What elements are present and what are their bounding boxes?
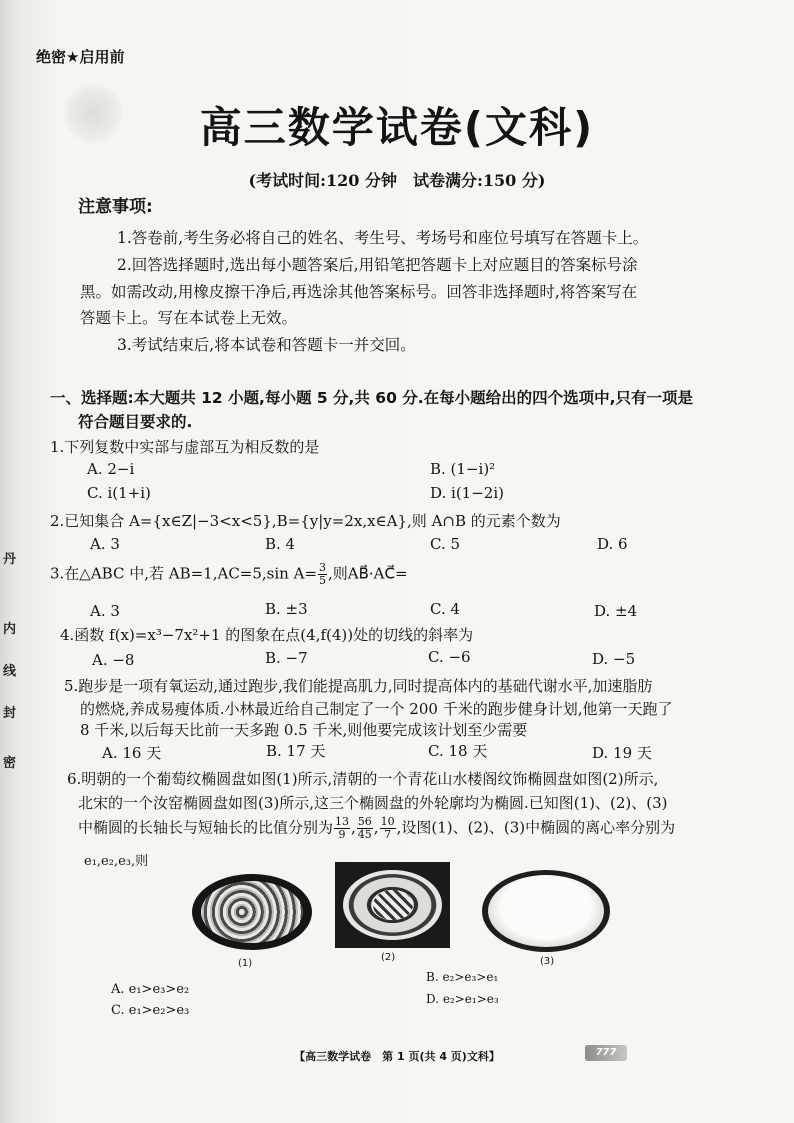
option-d: D. 19 天 — [592, 744, 652, 762]
option-c: C. i(1+i) — [87, 484, 151, 502]
fraction-numerator: 56 — [357, 815, 372, 828]
plate-figures — [190, 862, 620, 962]
binding-margin-mark: 丹 — [3, 552, 17, 567]
ru-kiln-plate-image — [482, 870, 610, 952]
page-footer: 【高三数学试卷 第 1 页(共 4 页)文科】 — [294, 1050, 500, 1063]
question-stem-text: ,设图(1)、(2)、(3)中椭圆的离心率分别为 — [396, 818, 676, 837]
fraction — [334, 816, 350, 841]
question-stem-cont: 北宋的一个汝窑椭圆盘如图(3)所示,这三个椭圆盘的外轮廓均为椭圆.已知图(1)、(2)、(3) — [78, 794, 668, 812]
section-heading: 一、选择题:本大题共 12 小题,每小题 5 分,共 60 分.在每小题给出的四个选项中,只有一项是 — [50, 389, 694, 407]
option-a: A. 3 — [90, 602, 120, 620]
option-d: D. ±4 — [594, 602, 638, 620]
section-heading-cont: 符合题目要求的. — [78, 413, 193, 431]
binding-margin-mark: 密 — [3, 756, 17, 771]
option-b: B. 4 — [265, 535, 296, 553]
option-c: C. e₁>e₂>e₃ — [111, 1003, 190, 1018]
plate-inner — [201, 881, 303, 943]
binding-margin-mark: 内 — [3, 622, 17, 637]
blue-white-landscape-plate-image — [335, 862, 450, 948]
question-stem: 6.明朝的一个葡萄纹椭圆盘如图(1)所示,清朝的一个青花山水楼阁纹饰椭圆盘如图(2)所示, — [67, 770, 659, 788]
option-c: C. 18 天 — [428, 742, 488, 760]
grape-pattern-plate-image — [192, 874, 312, 950]
option-a: A. −8 — [92, 651, 135, 669]
question-stem-cont: 的燃烧,养成易瘦体质.小林最近给自己制定了一个 200 千米的跑步健身计划,他第一天跑了 — [80, 700, 673, 718]
option-c: C. −6 — [428, 648, 471, 666]
option-c: C. 4 — [430, 600, 461, 618]
option-d: D. −5 — [592, 650, 636, 668]
option-a: A. 3 — [90, 535, 120, 553]
option-c: C. 5 — [430, 535, 461, 553]
notice-line: 3.考试结束后,将本试卷和答题卡一并交回。 — [117, 336, 416, 354]
exam-info: (考试时间:120 分钟 试卷满分:150 分) — [248, 171, 546, 190]
fraction-denominator: 7 — [384, 828, 392, 841]
notice-line: 1.答卷前,考生务必将自己的姓名、考生号、考场号和座位号填写在答题卡上。 — [117, 229, 649, 247]
fraction-numerator: 10 — [380, 815, 395, 828]
fraction-denominator: 5 — [319, 574, 327, 587]
figure-label: (1) — [238, 958, 253, 969]
option-d: D. i(1−2i) — [430, 484, 504, 502]
question-stem — [50, 562, 408, 587]
fraction-denominator: 9 — [338, 828, 346, 841]
fraction — [318, 562, 327, 587]
page-title: 高三数学试卷(文科) — [199, 103, 595, 152]
binding-margin-mark: 封 — [3, 706, 17, 721]
question-stem: 2.已知集合 A={x∈Z|−3<x<5},B={y|y=2x,x∈A},则 A∩B 的元素个数为 — [50, 512, 561, 530]
figure-label: (3) — [540, 956, 555, 967]
figure-label: (2) — [381, 952, 396, 963]
fraction-numerator: 13 — [335, 815, 350, 828]
question-stem-cont: e₁,e₂,e₃,则 — [84, 854, 149, 869]
question-stem-text: 中椭圆的长轴长与短轴长的比值分别为 — [78, 818, 334, 837]
question-stem: 1.下列复数中实部与虚部互为相反数的是 — [50, 438, 320, 456]
question-stem: 5.跑步是一项有氧运动,通过跑步,我们能提高肌力,同时提高体内的基础代谢水平,加速脂肪 — [64, 677, 653, 695]
question-stem-text: 3.在△ABC 中,若 AB=1,AC=5,sin A= — [50, 564, 318, 583]
option-a: A. 2−i — [87, 460, 135, 478]
publisher-logo: 777 — [585, 1045, 627, 1061]
option-d: D. e₂>e₁>e₃ — [426, 992, 499, 1006]
plate-pattern — [373, 890, 413, 920]
notice-line: 2.回答选择题时,选出每小题答案后,用铅笔把答题卡上对应题目的答案标号涂 — [117, 256, 638, 274]
confidential-label: 绝密★启用前 — [36, 48, 125, 66]
fraction — [357, 816, 373, 841]
plate-inner — [343, 870, 442, 940]
question-stem-cont: 中椭圆的长轴长与短轴长的比值分别为 $\frac{13}{9}$ , $\frac{56}{45}$ , $\frac{10}{7}$ ,设图(1)、(2)、(3)中椭圆的离心率分别为 — [78, 815, 676, 841]
notice-line: 黑。如需改动,用橡皮擦干净后,再选涂其他答案标号。回答非选择题时,将答案写在 — [80, 283, 638, 301]
fraction — [380, 816, 396, 841]
notice-line: 答题卡上。写在本试卷上无效。 — [80, 309, 298, 327]
option-b: B. (1−i)² — [430, 460, 496, 478]
plate-inner — [488, 875, 604, 947]
option-d: D. 6 — [597, 535, 628, 553]
fraction-numerator: 3 — [319, 561, 327, 574]
option-a: A. 16 天 — [102, 744, 162, 762]
binding-margin-mark: 线 — [3, 664, 17, 679]
option-b: B. 17 天 — [266, 742, 326, 760]
question-stem-text: ,则AB⃗·AC⃗= — [328, 564, 408, 583]
option-b: B. e₂>e₃>e₁ — [426, 970, 499, 984]
notice-heading: 注意事项: — [78, 197, 153, 217]
question-stem: 4.函数 f(x)=x³−7x²+1 的图象在点(4,f(4))处的切线的斜率为 — [60, 626, 474, 644]
option-a: A. e₁>e₃>e₂ — [111, 982, 190, 997]
option-b: B. −7 — [265, 649, 308, 667]
fraction-denominator: 45 — [357, 828, 372, 841]
option-b: B. ±3 — [265, 600, 308, 618]
question-stem-cont: 8 千米,以后每天比前一天多跑 0.5 千米,则他要完成该计划至少需要 — [80, 721, 528, 739]
